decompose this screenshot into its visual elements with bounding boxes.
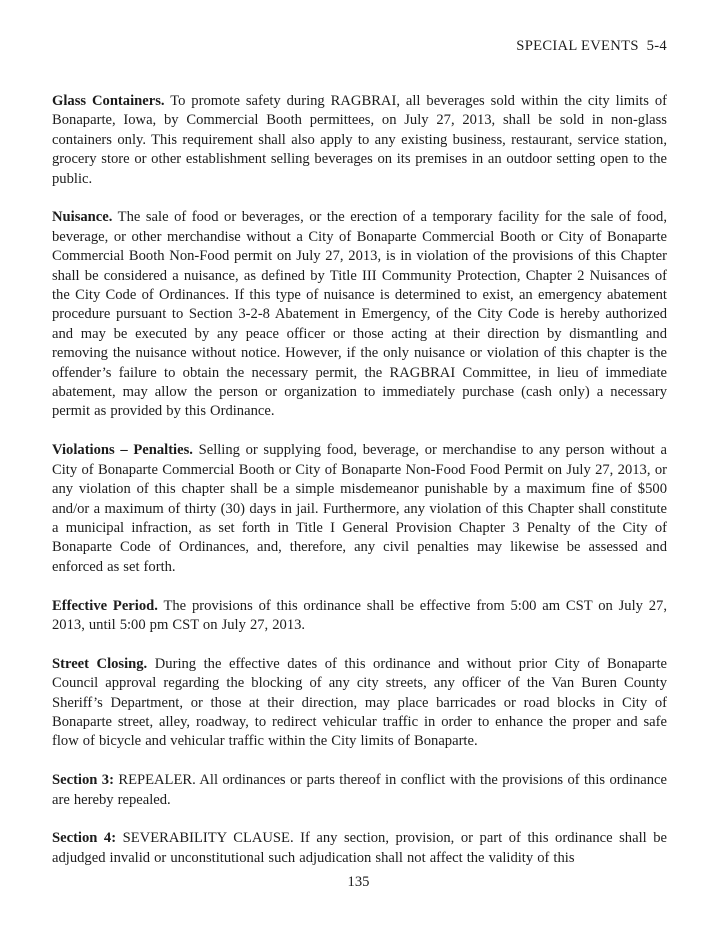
paragraph-text: During the effective dates of this ordinance and without prior City of Bonaparte Council approval regarding the blocking of any city streets, any officer of the Van Buren County Sheriff’s Department, or those at their direction, may place barricades or road blocks in City of Bonaparte street, alley, roadway, to redirect vehicular traffic in order to enhance the proper and safe flow of bicycle and vehicular traffic within the City limits of Bonaparte. [52,655,667,750]
paragraph-lead: Glass Containers. [52,93,165,109]
paragraph-effective-period [52,597,667,636]
page-number: 135 [347,874,370,890]
paragraph-lead: Section 4: [52,830,117,847]
paragraph-text: Selling or supplying food, beverage, or merchandise to any person without a City of Bonaparte Commercial Booth or City of Bonaparte Non-Food Food Permit on July 27, 2013, or any violation of this chapter shall be a simple misdemeanor punishable by a maximum fine of $500 and/or a maximum of thirty (30) days in jail. Furthermore, any violation of this Chapter shall constitute a municipal infraction, as set forth in Title I General Provision Chapter 3 Penalty of the City of Bonaparte Code of Ordinances, and, therefore, any civil penalties may likewise be assessed and enforced as set forth. [52,442,667,575]
paragraph-text: The sale of food or beverages, or the erection of a temporary facility for the sale of food, beverage, or other merchandise without a City of Bonaparte Commercial Booth or City of Bonaparte Commercial Booth Non-Food permit on July 27, 2013, is in violation of the provisions of this Chapter shall be considered a nuisance, as defined by Title III Community Protection, Chapter 2 Nuisances of the City Code of Ordinances. If this type of nuisance is determined to exist, an emergency abatement procedure pursuant to Section 3-2-8 Abatement in Emergency, of the City Code is hereby authorized and may be executed by any peace officer or those acting at their direction by dismantling and removing the nuisance without notice. However, if the only nuisance or violation of this chapter is the offender’s failure to obtain the necessary permit, the RAGBRAI Committee, in lieu of immediate abatement, may allow the person or organization to immediately purchase (cash only) a necessary permit as provided by this Ordinance. [52,209,667,420]
paragraph-nuisance [52,208,667,421]
document-body [52,92,667,888]
paragraph-lead: Street Closing. [52,655,148,672]
paragraph-glass-containers [52,92,667,189]
paragraph-lead: Effective Period. [52,597,158,614]
paragraph-lead: Section 3: [52,772,114,789]
paragraph-street-closing [52,655,667,752]
paragraph-violations-penalties [52,441,667,577]
paragraph-section-4 [52,829,667,868]
paragraph-text: To promote safety during RAGBRAI, all beverages sold within the city limits of Bonaparte, Iowa, by Commercial Booth permittees, on July 27, 2013, shall be sold in non-glass containers only. This requirement shall also apply to any existing business, restaurant, service station, grocery store or other establishment selling beverages on its premises in an outdoor setting open to the public. [52,93,667,187]
running-header: SPECIAL EVENTS 5-4 [516,38,667,54]
paragraph-text: The provisions of this ordinance shall be effective from 5:00 am CST on July 27, 2013, until 5:00 pm CST on July 27, 2013. [52,597,667,633]
paragraph-lead: Violations – Penalties. [52,442,193,459]
paragraph-lead: Nuisance. [52,209,113,226]
paragraph-text: REPEALER. All ordinances or parts thereof in conflict with the provisions of this ordinance are hereby repealed. [52,772,667,808]
paragraph-section-3 [52,771,667,810]
paragraph-text: SEVERABILITY CLAUSE. If any section, provision, or part of this ordinance shall be adjudged invalid or unconstitutional such adjudication shall not affect the validity of this [52,830,667,866]
